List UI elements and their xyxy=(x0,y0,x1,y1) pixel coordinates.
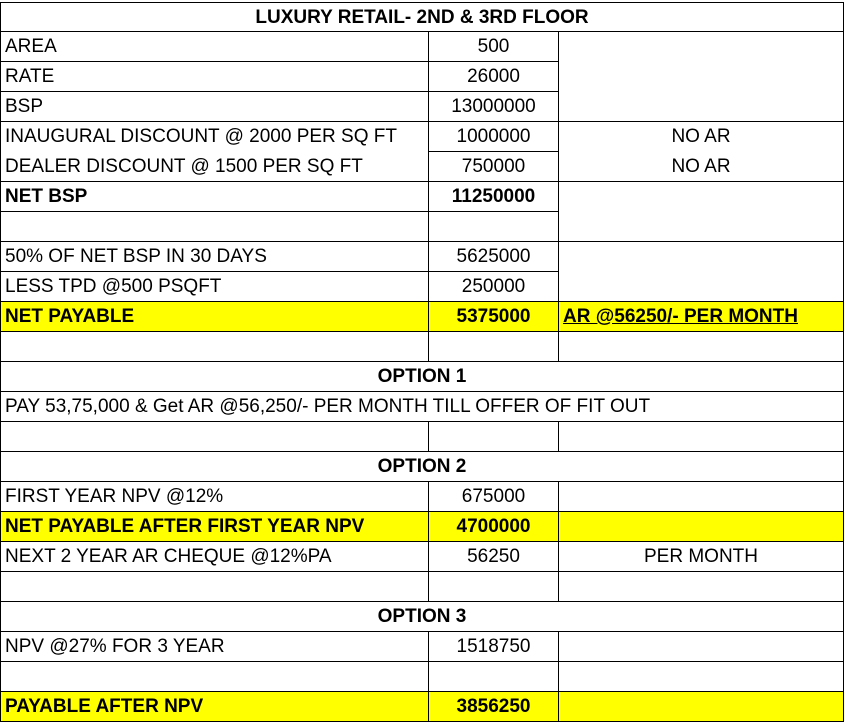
empty-cell[interactable] xyxy=(429,212,559,242)
dealer-label[interactable]: DEALER DISCOUNT @ 1500 PER SQ FT xyxy=(0,152,429,182)
empty-cell[interactable] xyxy=(0,662,429,692)
option2-npv-value[interactable]: 675000 xyxy=(429,482,559,512)
option1-text-row xyxy=(0,392,844,422)
empty-cell[interactable] xyxy=(0,212,429,242)
empty-cell[interactable] xyxy=(559,662,844,692)
table-row xyxy=(0,122,844,152)
empty-cell[interactable] xyxy=(559,482,844,512)
bsp-value[interactable]: 13000000 xyxy=(429,92,559,122)
empty-cell[interactable] xyxy=(429,422,559,452)
empty-cell[interactable] xyxy=(429,572,559,602)
option2-net-after-label[interactable]: NET PAYABLE AFTER FIRST YEAR NPV xyxy=(0,512,429,542)
option3-payable-value[interactable]: 3856250 xyxy=(429,692,559,722)
table-row xyxy=(0,512,844,542)
table-row xyxy=(0,662,844,692)
table-row xyxy=(0,692,844,722)
option2-npv-label[interactable]: FIRST YEAR NPV @12% xyxy=(0,482,429,512)
table-row xyxy=(0,482,844,512)
fifty-value[interactable]: 5625000 xyxy=(429,242,559,272)
merged-cell[interactable] xyxy=(559,32,844,122)
option3-npv-value[interactable]: 1518750 xyxy=(429,632,559,662)
empty-cell[interactable] xyxy=(559,512,844,542)
tpd-label[interactable]: LESS TPD @500 PSQFT xyxy=(0,272,429,302)
empty-cell[interactable] xyxy=(0,422,429,452)
option3-heading[interactable]: OPTION 3 xyxy=(0,602,844,632)
option2-heading-row xyxy=(0,452,844,482)
option2-net-after-value[interactable]: 4700000 xyxy=(429,512,559,542)
option1-heading[interactable]: OPTION 1 xyxy=(0,362,844,392)
inaugural-label[interactable]: INAUGURAL DISCOUNT @ 2000 PER SQ FT xyxy=(0,122,429,152)
bsp-label[interactable]: BSP xyxy=(0,92,429,122)
empty-cell[interactable] xyxy=(429,662,559,692)
fifty-label[interactable]: 50% OF NET BSP IN 30 DAYS xyxy=(0,242,429,272)
option3-heading-row xyxy=(0,602,844,632)
merged-cell[interactable] xyxy=(559,242,844,302)
option2-ar-label[interactable]: NEXT 2 YEAR AR CHEQUE @12%PA xyxy=(0,542,429,572)
table-row xyxy=(0,572,844,602)
net-bsp-label[interactable]: NET BSP xyxy=(0,182,429,212)
table-row xyxy=(0,632,844,662)
inaugural-note[interactable]: NO AR xyxy=(559,122,844,152)
net-payable-value[interactable]: 5375000 xyxy=(429,302,559,332)
empty-cell[interactable] xyxy=(559,572,844,602)
dealer-value[interactable]: 750000 xyxy=(429,152,559,182)
table-row xyxy=(0,332,844,362)
option2-heading[interactable]: OPTION 2 xyxy=(0,452,844,482)
empty-cell[interactable] xyxy=(559,422,844,452)
rate-value[interactable]: 26000 xyxy=(429,62,559,92)
table-row xyxy=(0,152,844,182)
dealer-note[interactable]: NO AR xyxy=(559,152,844,182)
table-row xyxy=(0,302,844,332)
table-row xyxy=(0,542,844,572)
net-payable-note[interactable]: AR @56250/- PER MONTH xyxy=(559,302,844,332)
option1-heading-row xyxy=(0,362,844,392)
sheet-title[interactable]: LUXURY RETAIL- 2ND & 3RD FLOOR xyxy=(0,2,844,32)
option1-text[interactable]: PAY 53,75,000 & Get AR @56,250/- PER MONTH TILL OFFER OF FIT OUT xyxy=(0,392,844,422)
net-bsp-value[interactable]: 11250000 xyxy=(429,182,559,212)
area-label[interactable]: AREA xyxy=(0,32,429,62)
area-value[interactable]: 500 xyxy=(429,32,559,62)
option2-ar-note[interactable]: PER MONTH xyxy=(559,542,844,572)
rate-label[interactable]: RATE xyxy=(0,62,429,92)
net-payable-label[interactable]: NET PAYABLE xyxy=(0,302,429,332)
empty-cell[interactable] xyxy=(559,692,844,722)
empty-cell[interactable] xyxy=(559,332,844,362)
option3-npv-label[interactable]: NPV @27% FOR 3 YEAR xyxy=(0,632,429,662)
empty-cell[interactable] xyxy=(559,632,844,662)
tpd-value[interactable]: 250000 xyxy=(429,272,559,302)
merged-cell[interactable] xyxy=(559,182,844,242)
empty-cell[interactable] xyxy=(429,332,559,362)
empty-cell[interactable] xyxy=(0,572,429,602)
inaugural-value[interactable]: 1000000 xyxy=(429,122,559,152)
empty-cell[interactable] xyxy=(0,332,429,362)
title-row xyxy=(0,2,844,32)
table-row xyxy=(0,422,844,452)
option2-ar-value[interactable]: 56250 xyxy=(429,542,559,572)
option3-payable-label[interactable]: PAYABLE AFTER NPV xyxy=(0,692,429,722)
